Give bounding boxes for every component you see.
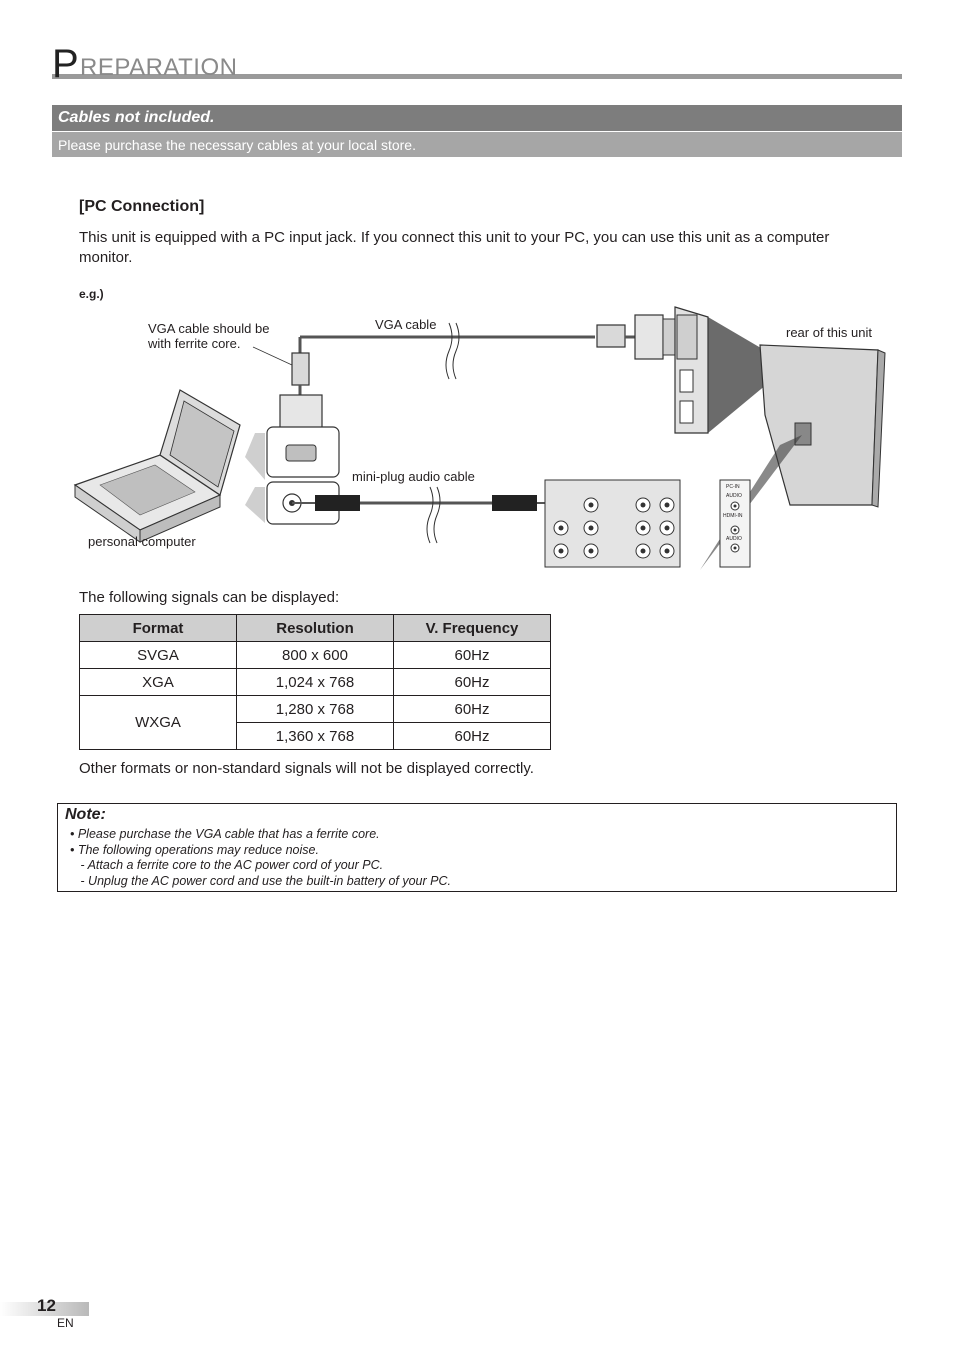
tv-jack-panel: [545, 480, 750, 567]
column-header-format: Format: [80, 615, 237, 642]
page-language: EN: [57, 1316, 74, 1330]
frequency-cell: 60Hz: [394, 696, 551, 723]
format-cell: SVGA: [80, 642, 237, 669]
format-cell: WXGA: [80, 696, 237, 750]
ferrite-label-line2: with ferrite core.: [148, 336, 241, 351]
table-row: [80, 669, 551, 696]
example-label: e.g.): [79, 287, 104, 301]
signals-intro: The following signals can be displayed:: [79, 589, 340, 606]
table-row: [80, 642, 551, 669]
frequency-cell: 60Hz: [394, 642, 551, 669]
resolution-cell: 1,024 x 768: [237, 669, 394, 696]
personal-computer-label: personal computer: [88, 534, 196, 549]
note-title: Note:: [65, 806, 106, 823]
title-text: REPARATION: [80, 54, 238, 81]
format-cell: XGA: [80, 669, 237, 696]
note-line: - Unplug the AC power cord and use the built-in battery of your PC.: [70, 874, 451, 888]
ferrite-leader-line: [253, 347, 292, 365]
note-line: • Please purchase the VGA cable that has a ferrite core.: [70, 827, 380, 841]
page-number: 12: [37, 1296, 56, 1315]
connection-diagram: [60, 295, 900, 575]
column-header-frequency: V. Frequency: [394, 615, 551, 642]
table-row: [80, 696, 551, 723]
resolution-cell: 1,280 x 768: [237, 696, 394, 723]
laptop-icon: [75, 390, 240, 542]
signals-outro: Other formats or non-standard signals will not be displayed correctly.: [79, 760, 534, 777]
port-audio-2-label: AUDIO: [726, 536, 742, 542]
cables-banner-title-text: Cables not included.: [58, 109, 215, 126]
resolution-cell: 800 x 600: [237, 642, 394, 669]
audio-cable-label: mini-plug audio cable: [352, 469, 475, 484]
frequency-cell: 60Hz: [394, 723, 551, 750]
port-audio-label: AUDIO: [726, 493, 742, 499]
title-initial: P: [52, 42, 79, 86]
page-title: [52, 44, 902, 84]
section-heading: [PC Connection]: [79, 198, 205, 215]
table-header-row: [80, 615, 551, 642]
signal-table: [79, 614, 551, 750]
ferrite-label-line1: VGA cable should be: [148, 321, 270, 336]
port-hdmi-in-label: HDMI-IN: [723, 513, 743, 519]
vga-cable-icon: [292, 315, 677, 395]
note-line: • The following operations may reduce noise.: [70, 843, 319, 857]
intro-paragraph: This unit is equipped with a PC input jack. If you connect this unit to your PC, you can use this unit as a computer monitor.: [79, 229, 830, 266]
frequency-cell: 60Hz: [394, 669, 551, 696]
note-box: [57, 803, 897, 892]
note-line: - Attach a ferrite core to the AC power cord of your PC.: [70, 858, 384, 872]
cables-banner-subtitle: [52, 132, 902, 157]
column-header-resolution: Resolution: [237, 615, 394, 642]
resolution-cell: 1,360 x 768: [237, 723, 394, 750]
port-pc-in-label: PC-IN: [726, 484, 740, 490]
cables-banner-subtitle-text: Please purchase the necessary cables at your local store.: [58, 137, 416, 153]
cables-banner-title: [52, 105, 902, 131]
rear-of-unit-label: rear of this unit: [786, 325, 872, 340]
vga-cable-label: VGA cable: [375, 317, 437, 332]
